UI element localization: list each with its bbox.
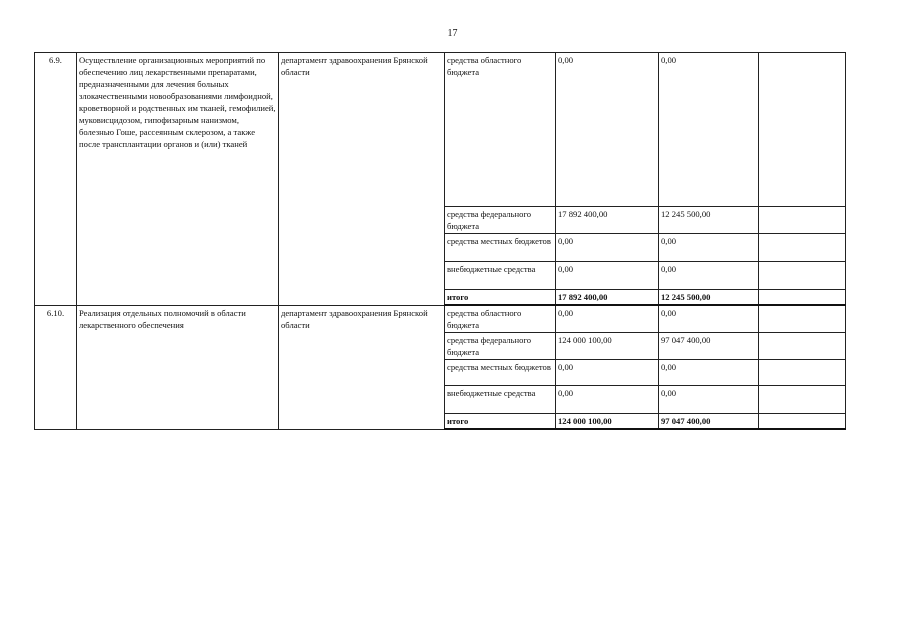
amount-cell: 0,00	[556, 53, 659, 207]
extra-cell	[759, 305, 846, 333]
amount-cell: 0,00	[659, 262, 759, 290]
amount-cell: 17 892 400,00	[556, 207, 659, 234]
total-amount: 12 245 500,00	[659, 290, 759, 306]
item-description: Реализация отдельных полномочий в области лекарственного обеспечения	[77, 305, 279, 429]
amount-cell: 0,00	[659, 305, 759, 333]
extra-cell	[759, 53, 846, 207]
funding-source: средства местных бюджетов	[445, 234, 556, 262]
extra-cell	[759, 360, 846, 386]
funding-source: внебюджетные средства	[445, 386, 556, 414]
extra-cell	[759, 262, 846, 290]
page-number: 17	[447, 28, 458, 39]
amount-cell: 0,00	[659, 234, 759, 262]
amount-cell: 0,00	[659, 386, 759, 414]
total-label: итого	[445, 414, 556, 430]
item-description: Осуществление организационных мероприятий по обеспечению лиц лекарственными препаратами, предназначенными для лечения больных злокачественными новообразованиями лимфоидной, кроветворной и родственных им тканей, гемофилией, муковисцидозом, гипофизарным нанизмом, болезнью Гоше, рассеянным склерозом, а также после трансплантации органов и (или) тканей	[77, 53, 279, 306]
amount-cell: 97 047 400,00	[659, 333, 759, 360]
funding-source: средства местных бюджетов	[445, 360, 556, 386]
table-row	[35, 305, 846, 333]
amount-cell: 12 245 500,00	[659, 207, 759, 234]
extra-cell	[759, 414, 846, 430]
funding-source: средства федерального бюджета	[445, 333, 556, 360]
amount-cell: 0,00	[556, 386, 659, 414]
total-label: итого	[445, 290, 556, 306]
total-amount: 124 000 100,00	[556, 414, 659, 430]
total-amount: 97 047 400,00	[659, 414, 759, 430]
amount-cell: 0,00	[556, 234, 659, 262]
extra-cell	[759, 207, 846, 234]
budget-table	[34, 52, 846, 430]
amount-cell: 0,00	[556, 360, 659, 386]
funding-source: средства областного бюджета	[445, 305, 556, 333]
item-executor: департамент здравоохранения Брянской области	[279, 53, 445, 306]
extra-cell	[759, 234, 846, 262]
amount-cell: 0,00	[556, 262, 659, 290]
amount-cell: 0,00	[659, 360, 759, 386]
item-number: 6.10.	[35, 305, 77, 429]
funding-source: внебюджетные средства	[445, 262, 556, 290]
total-amount: 17 892 400,00	[556, 290, 659, 306]
item-number: 6.9.	[35, 53, 77, 306]
funding-source: средства федерального бюджета	[445, 207, 556, 234]
extra-cell	[759, 333, 846, 360]
table-row	[35, 53, 846, 207]
extra-cell	[759, 290, 846, 306]
funding-source: средства областного бюджета	[445, 53, 556, 207]
item-executor: департамент здравоохранения Брянской области	[279, 305, 445, 429]
amount-cell: 0,00	[659, 53, 759, 207]
extra-cell	[759, 386, 846, 414]
amount-cell: 0,00	[556, 305, 659, 333]
amount-cell: 124 000 100,00	[556, 333, 659, 360]
